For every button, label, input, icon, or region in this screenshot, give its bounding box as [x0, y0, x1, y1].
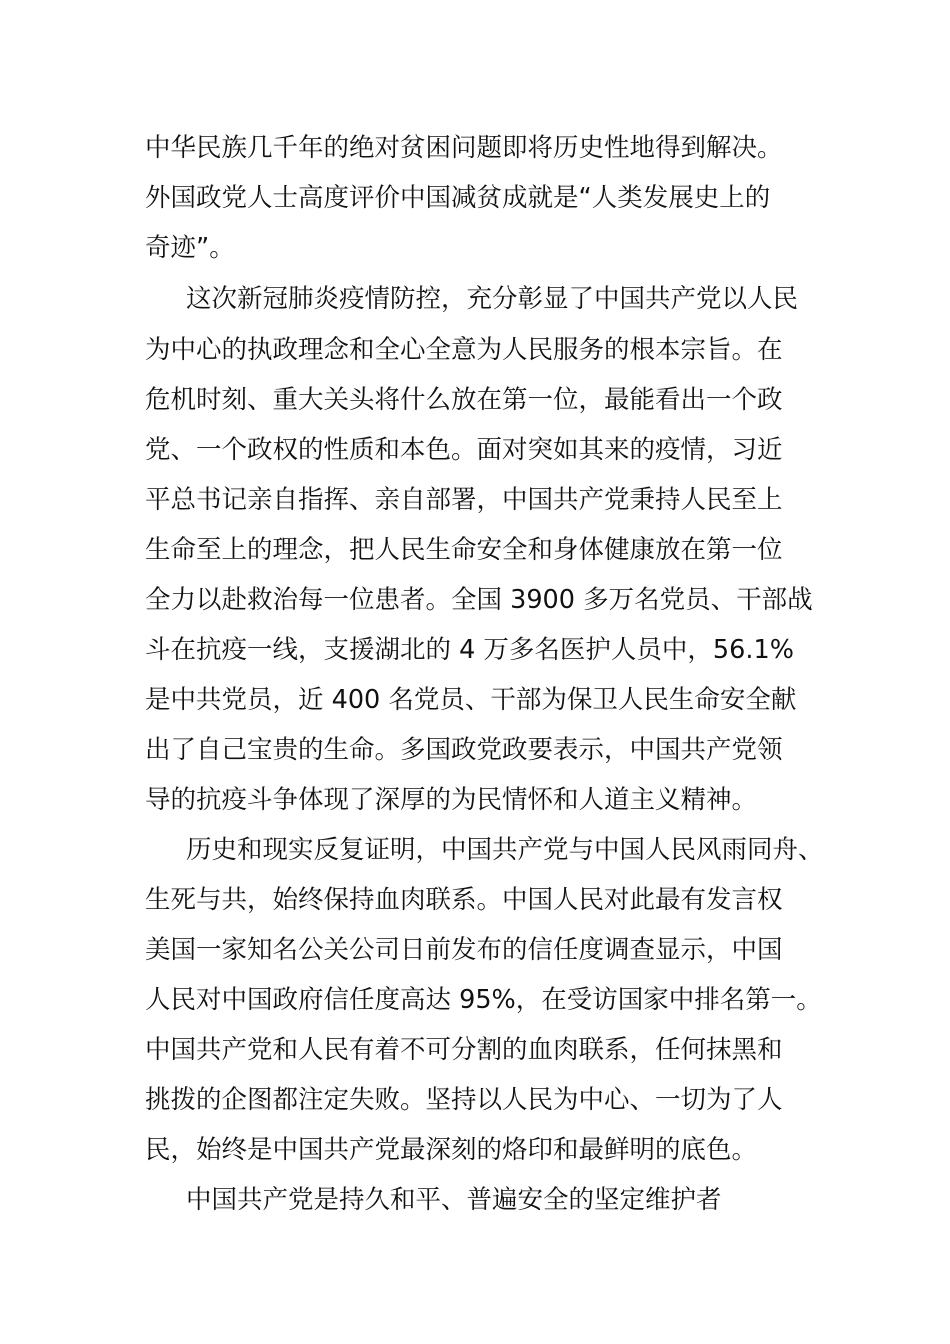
paragraph-first-line: 这次新冠肺炎疫情防控，充分彰显了中国共产党以人民	[186, 284, 799, 314]
text-line: 为中心的执政理念和全心全意为人民服务的根本宗旨。在	[145, 335, 783, 365]
text-line: 平总书记亲自指挥、亲自部署，中国共产党秉持人民至上	[145, 485, 783, 515]
text-line: 全力以赴救治每一位患者。全国 3900 多万名党员、干部战	[145, 585, 813, 615]
text-line: 斗在抗疫一线，支援湖北的 4 万多名医护人员中，56.1%	[145, 635, 794, 665]
paragraph-first-line: 历史和现实反复证明，中国共产党与中国人民风雨同舟、	[186, 835, 824, 865]
text-line: 党、一个政权的性质和本色。面对突如其来的疫情，习近	[145, 435, 783, 465]
text-line: 外国政党人士高度评价中国减贫成就是“人类发展史上的	[145, 183, 771, 213]
text-line: 导的抗疫斗争体现了深厚的为民情怀和人道主义精神。	[145, 785, 758, 815]
text-line: 危机时刻、重大关头将什么放在第一位，最能看出一个政	[145, 385, 783, 415]
text-line: 人民对中国政府信任度高达 95%，在受访国家中排名第一。	[145, 985, 822, 1015]
text-line: 挑拨的企图都注定失败。坚持以人民为中心、一切为了人	[145, 1085, 783, 1115]
text-line: 民，始终是中国共产党最深刻的烙印和最鲜明的底色。	[145, 1135, 758, 1165]
text-line: 生命至上的理念，把人民生命安全和身体健康放在第一位	[145, 535, 783, 565]
text-line: 美国一家知名公关公司日前发布的信任度调查显示，中国	[145, 935, 783, 965]
text-line: 出了自己宝贵的生命。多国政党政要表示，中国共产党领	[145, 735, 783, 765]
text-line: 奇迹”。	[145, 233, 235, 263]
text-line: 是中共党员，近 400 名党员、干部为保卫人民生命安全献	[145, 685, 797, 715]
text-line: 中国共产党和人民有着不可分割的血肉联系，任何抹黑和	[145, 1035, 783, 1065]
text-line: 生死与共，始终保持血肉联系。中国人民对此最有发言权	[145, 885, 783, 915]
text-line: 中华民族几千年的绝对贫困问题即将历史性地得到解决。	[145, 133, 783, 163]
paragraph-first-line: 中国共产党是持久和平、普遍安全的坚定维护者	[186, 1185, 722, 1215]
